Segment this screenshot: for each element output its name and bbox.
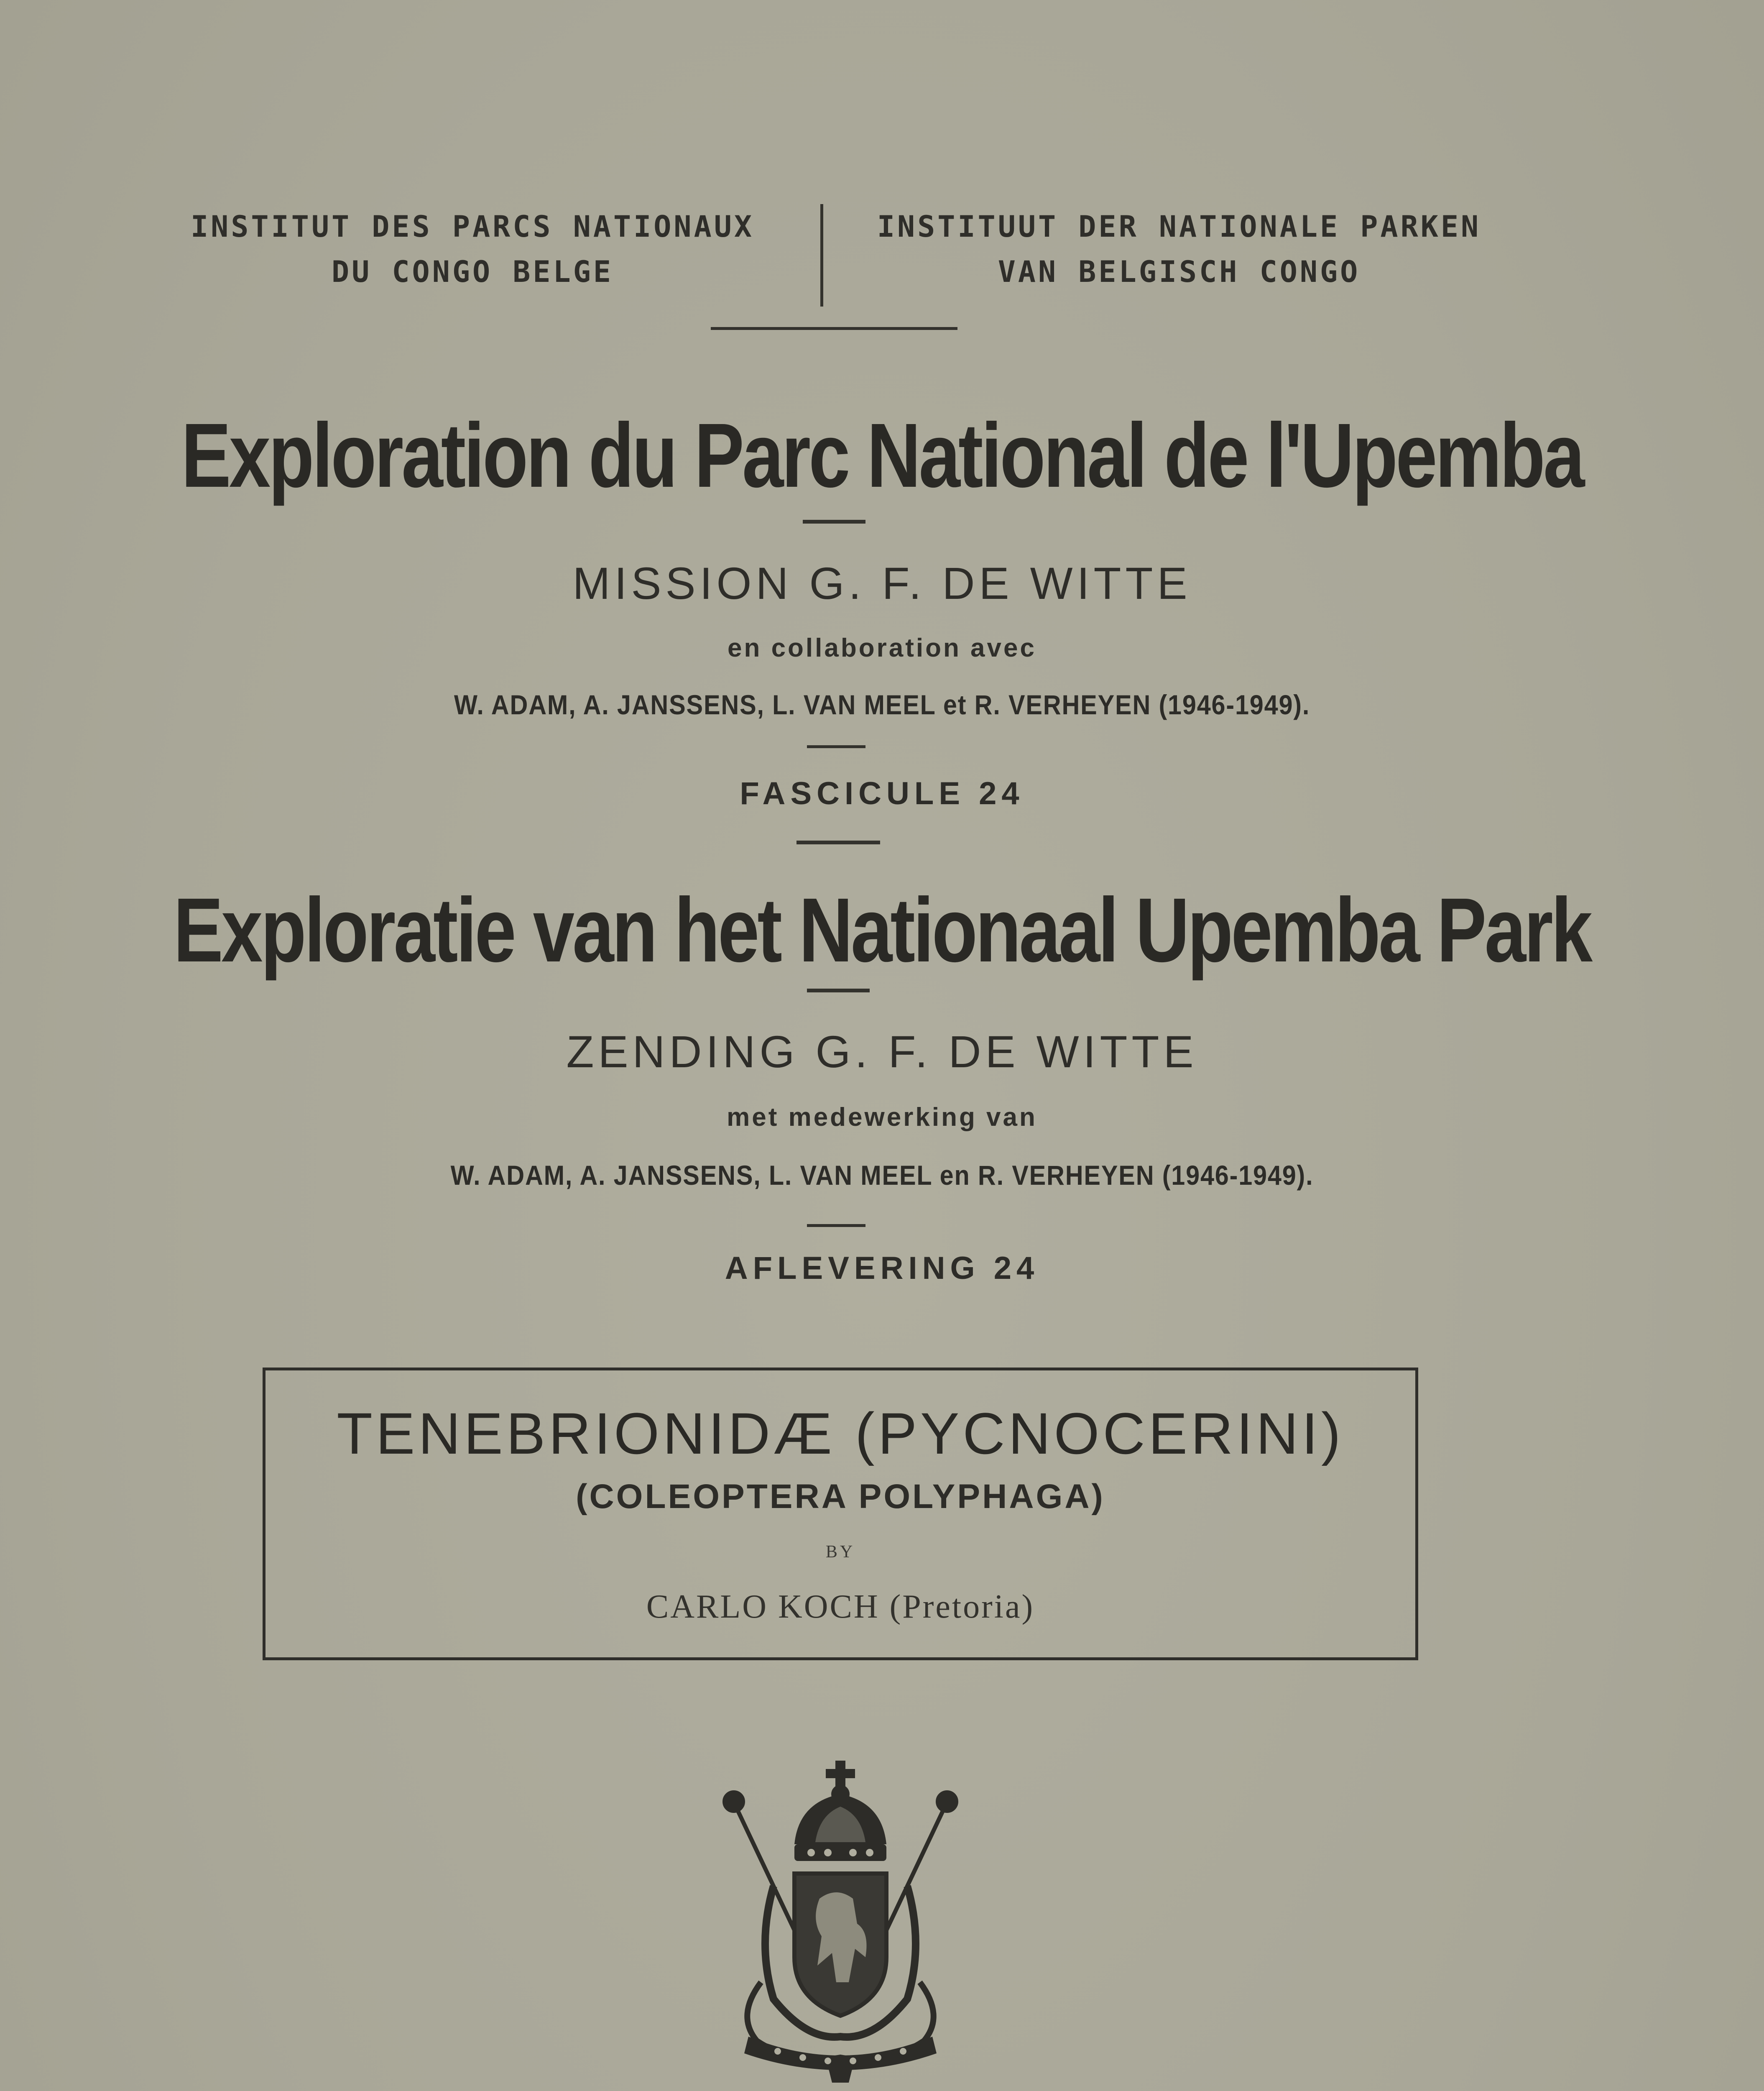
work-subtitle: (COLEOPTERA POLYPHAGA)	[576, 1478, 1105, 1516]
french-title: Exploration du Parc National de l'Upemba	[181, 405, 1583, 506]
french-names: W. ADAM, A. JANSSENS, L. VAN MEEL et R. VERHEYEN (1946-1949).	[454, 689, 1310, 720]
belgian-coat-of-arms-icon	[711, 1748, 970, 2083]
french-names-rule	[807, 745, 865, 748]
institute-french-line1: INSTITUT DES PARCS NATIONAUX	[190, 210, 755, 244]
dutch-names: W. ADAM, A. JANSSENS, L. VAN MEEL en R. VERHEYEN (1946-1949).	[450, 1160, 1314, 1191]
work-title-box	[263, 1368, 1418, 1660]
dutch-title-rule	[807, 989, 870, 992]
french-title-rule	[803, 520, 865, 524]
institute-french-line2: DU CONGO BELGE	[331, 255, 613, 289]
dutch-collaboration: met medewerking van	[727, 1103, 1037, 1132]
section-divider-rule	[796, 841, 880, 844]
institute-dutch-line2: VAN BELGISCH CONGO	[998, 255, 1361, 289]
institute-dutch-line1: INSTITUUT DER NATIONALE PARKEN	[877, 210, 1481, 244]
french-collaboration: en collaboration avec	[728, 634, 1036, 662]
dutch-names-rule	[807, 1224, 865, 1227]
header-divider	[820, 204, 823, 307]
dutch-aflevering: AFLEVERING 24	[725, 1250, 1039, 1286]
institute-french	[159, 204, 786, 294]
work-by: BY	[825, 1542, 855, 1562]
dutch-mission: ZENDING G. F. DE WITTE	[566, 1026, 1198, 1077]
work-title: TENEBRIONIDÆ (PYCNOCERINI)	[337, 1401, 1344, 1466]
french-mission: MISSION G. F. DE WITTE	[572, 558, 1192, 608]
header-rule	[711, 327, 957, 330]
institute-dutch	[845, 204, 1514, 294]
french-fascicule: FASCICULE 24	[740, 776, 1024, 811]
dutch-title: Exploratie van het Nationaal Upemba Park	[173, 879, 1591, 981]
work-author: CARLO KOCH (Pretoria)	[646, 1588, 1035, 1625]
